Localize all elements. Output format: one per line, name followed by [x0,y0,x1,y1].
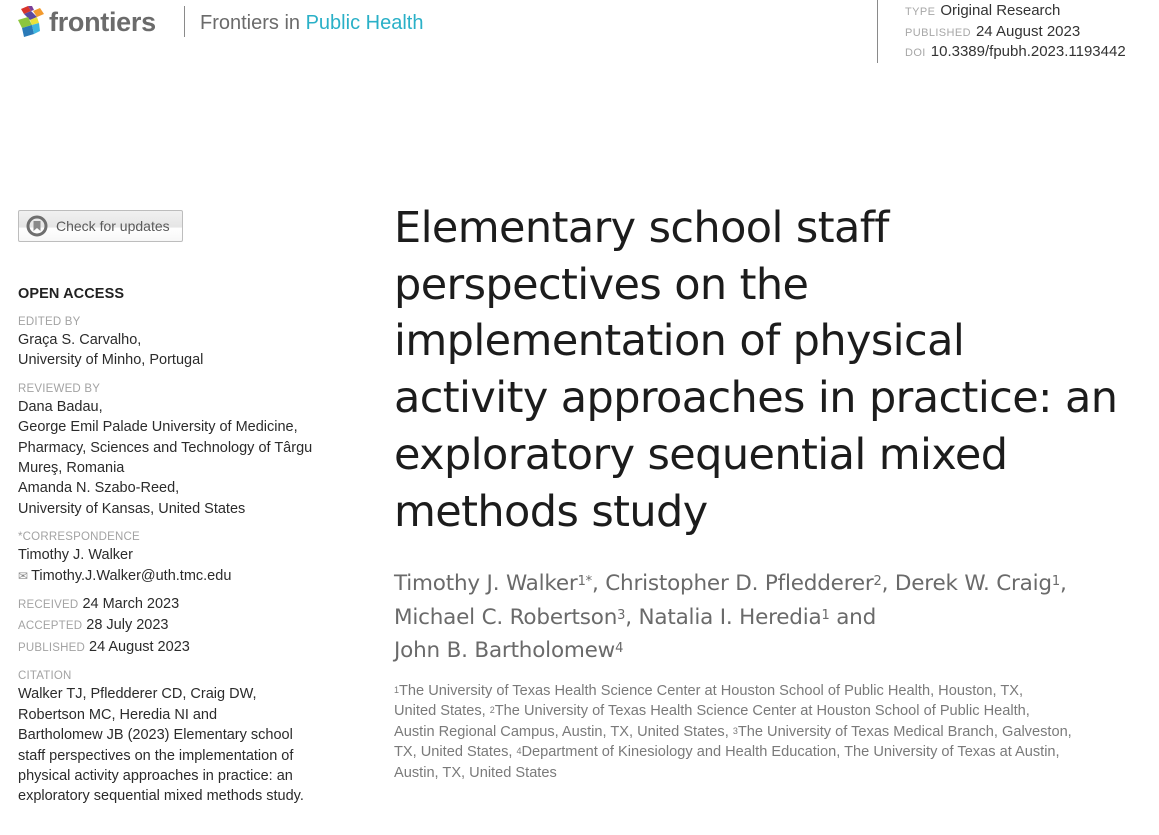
meta-type-value: Original Research [940,2,1061,19]
title-line: Elementary school staff [394,203,889,253]
frontiers-logo[interactable] [18,5,156,39]
title-line: exploratory sequential mixed [394,429,1008,480]
received-value: 24 March 2023 [82,596,180,613]
published-row [18,637,363,658]
edited-by-list [18,330,363,371]
author-line [394,567,1154,601]
meta-published-label: PUBLISHED [905,26,971,39]
author-sep: , [591,571,606,596]
meta-doi-link[interactable]: 10.3389/fpubh.2023.1193442 [930,43,1126,60]
affil-text: The University of Texas Health Science Center at Houston School of Public Health, Houston, TX, [399,683,1024,699]
correspondence-email-row [18,566,363,586]
title-line: implementation of physical [394,316,965,367]
author-name[interactable]: Michael C. Robertson [394,604,618,630]
citation-line: Walker TJ, Pfledderer CD, Craig DW, [18,686,257,703]
edited-by-label: EDITED BY [18,316,81,328]
author-list [394,567,1154,668]
reviewer-line: Pharmacy, Sciences and Technology of Târgu [18,439,313,456]
check-for-updates-button[interactable] [18,210,183,242]
meta-divider [877,0,878,63]
accepted-row [18,615,363,636]
received-row [18,594,363,615]
meta-published-value: 24 August 2023 [975,22,1081,40]
affil-sup: 4 [516,746,522,757]
correspondence-label: *CORRESPONDENCE [18,531,140,544]
affiliation-line [394,763,1154,783]
meta-doi [905,43,1126,64]
affil-sup: 2 [489,705,495,716]
reviewer-line: University of Kansas, United States [18,500,246,517]
article-title [394,200,1154,540]
author-affil-sup: 1* [577,574,592,589]
reviewer-line: Mureş, Romania [18,460,125,477]
author-affil-sup: 1 [821,607,830,623]
author-line [394,634,1154,668]
title-line: perspectives on the [394,259,809,310]
citation-line: staff perspectives on the implementation of [18,747,294,764]
meta-type-label: TYPE [905,6,936,18]
citation-line: exploratory sequential mixed methods study. [18,788,304,805]
affil-text: Austin Regional Campus, Austin, TX, United States, [394,723,733,740]
citation-text [18,684,363,806]
affil-sup: 3 [732,725,738,736]
affil-text: Austin, TX, United States [394,764,557,781]
affil-text: TX, United States, [394,744,517,761]
affil-text: Department of Kinesiology and Health Education, The University of Texas at Austin, [521,744,1060,761]
editor-line: University of Minho, Portugal [18,352,204,369]
bookmark-circle-icon [26,215,48,237]
header-divider [184,6,185,37]
open-access-label: OPEN ACCESS [18,286,125,302]
reviewer-line: George Emil Palade University of Medicine, [18,419,298,436]
affiliation-line [394,701,1154,721]
journal-prefix: Frontiers in [200,12,306,34]
affil-text: The University of Texas Medical Branch, Galveston, [737,723,1072,740]
author-sep: , [881,571,895,596]
author-name[interactable]: Timothy J. Walker [394,571,578,596]
reviewer-line: Dana Badau, [18,398,103,415]
meta-published [905,23,1126,44]
affil-sup: 1 [394,685,400,695]
author-name[interactable]: John B. Bartholomew [394,638,616,663]
reviewed-by-list [18,397,363,519]
published-value: 24 August 2023 [89,638,190,655]
article-sidebar [18,286,363,807]
citation-label: CITATION [18,670,72,683]
author-affil-sup: 1 [1051,574,1060,589]
accepted-label: ACCEPTED [18,620,83,633]
editor-line: Graça S. Carvalho, [18,332,142,348]
author-affil-sup: 2 [873,574,882,589]
citation-line: Robertson MC, Heredia NI and [18,706,218,723]
affiliation-list [394,681,1154,783]
mail-icon: ✉ [18,568,29,583]
reviewer-line: Amanda N. Szabo-Reed, [18,480,180,497]
logo-wordmark: frontiers [49,6,156,37]
affil-text: The University of Texas Health Science Center at Houston School of Public Health, [494,703,1030,720]
reviewed-by-label: REVIEWED BY [18,382,101,395]
received-label: RECEIVED [18,599,79,612]
frontiers-logo-icon [18,6,45,38]
author-name[interactable]: Christopher D. Pfledderer [605,571,874,596]
journal-name[interactable] [200,12,423,35]
author-sep: and [829,604,877,630]
affiliation-line [394,681,1154,701]
accepted-value: 28 July 2023 [86,617,169,634]
author-name[interactable]: Natalia I. Heredia [638,604,822,630]
article-meta [905,2,1126,64]
title-line: activity approaches in practice: an [394,373,1118,424]
author-sep: , [625,604,639,630]
affil-text: United States, [394,703,490,720]
author-sep: , [1059,571,1067,596]
journal-accent: Public Health [305,12,424,34]
citation-line: Bartholomew JB (2023) Elementary school [18,727,293,744]
author-affil-sup: 4 [615,641,624,656]
author-affil-sup: 3 [617,607,626,623]
author-line [394,601,1154,635]
title-line: methods study [394,486,708,537]
affiliation-line [394,742,1154,762]
check-for-updates-label: Check for updates [56,218,170,234]
author-name[interactable]: Derek W. Craig [894,571,1052,596]
published-label: PUBLISHED [18,641,85,654]
meta-doi-label: DOI [905,47,926,59]
meta-type [905,2,1126,23]
affiliation-line [394,722,1154,742]
correspondence-name: Timothy J. Walker [18,547,133,564]
citation-line: physical activity approaches in practice: an [18,767,293,784]
correspondence-email-link[interactable]: Timothy.J.Walker@uth.tmc.edu [31,567,232,584]
